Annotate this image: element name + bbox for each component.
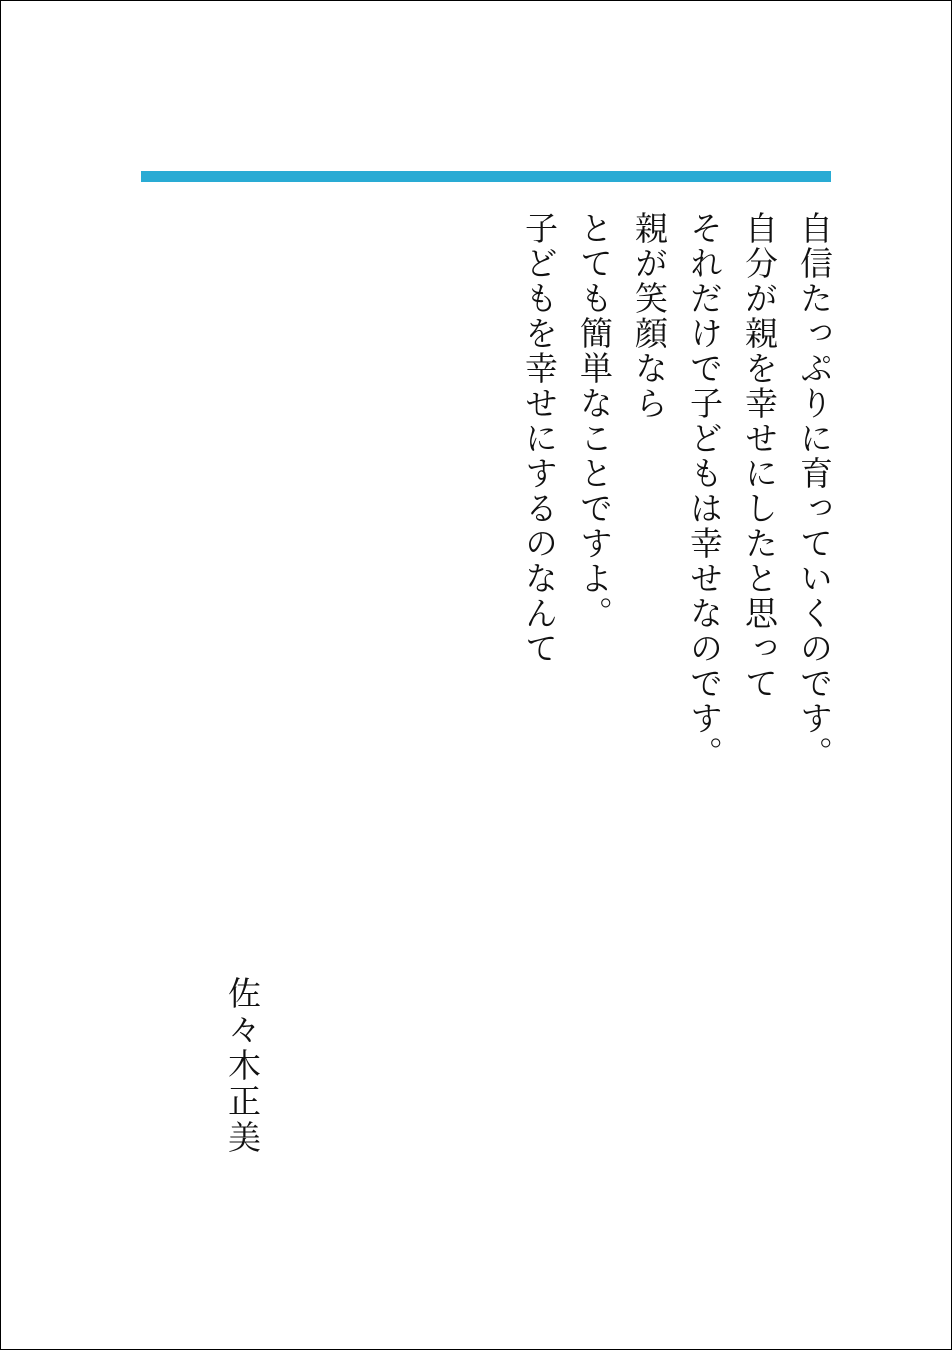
quote-line: 親が笑顔なら <box>630 211 669 421</box>
quote-line: とても簡単なことですよ。 <box>575 211 614 631</box>
quote-line: 自信たっぷりに育っていくのです。 <box>795 211 834 771</box>
author-name: 佐々木正美 <box>223 976 262 1156</box>
quote-line: 子どもを幸せにするのなんて <box>520 211 559 666</box>
quote-line: 自分が親を幸せにしたと思って <box>740 211 779 701</box>
quote-block <box>520 211 834 771</box>
accent-rule <box>141 171 831 182</box>
quote-line: それだけで子どもは幸せなのです。 <box>685 211 724 771</box>
